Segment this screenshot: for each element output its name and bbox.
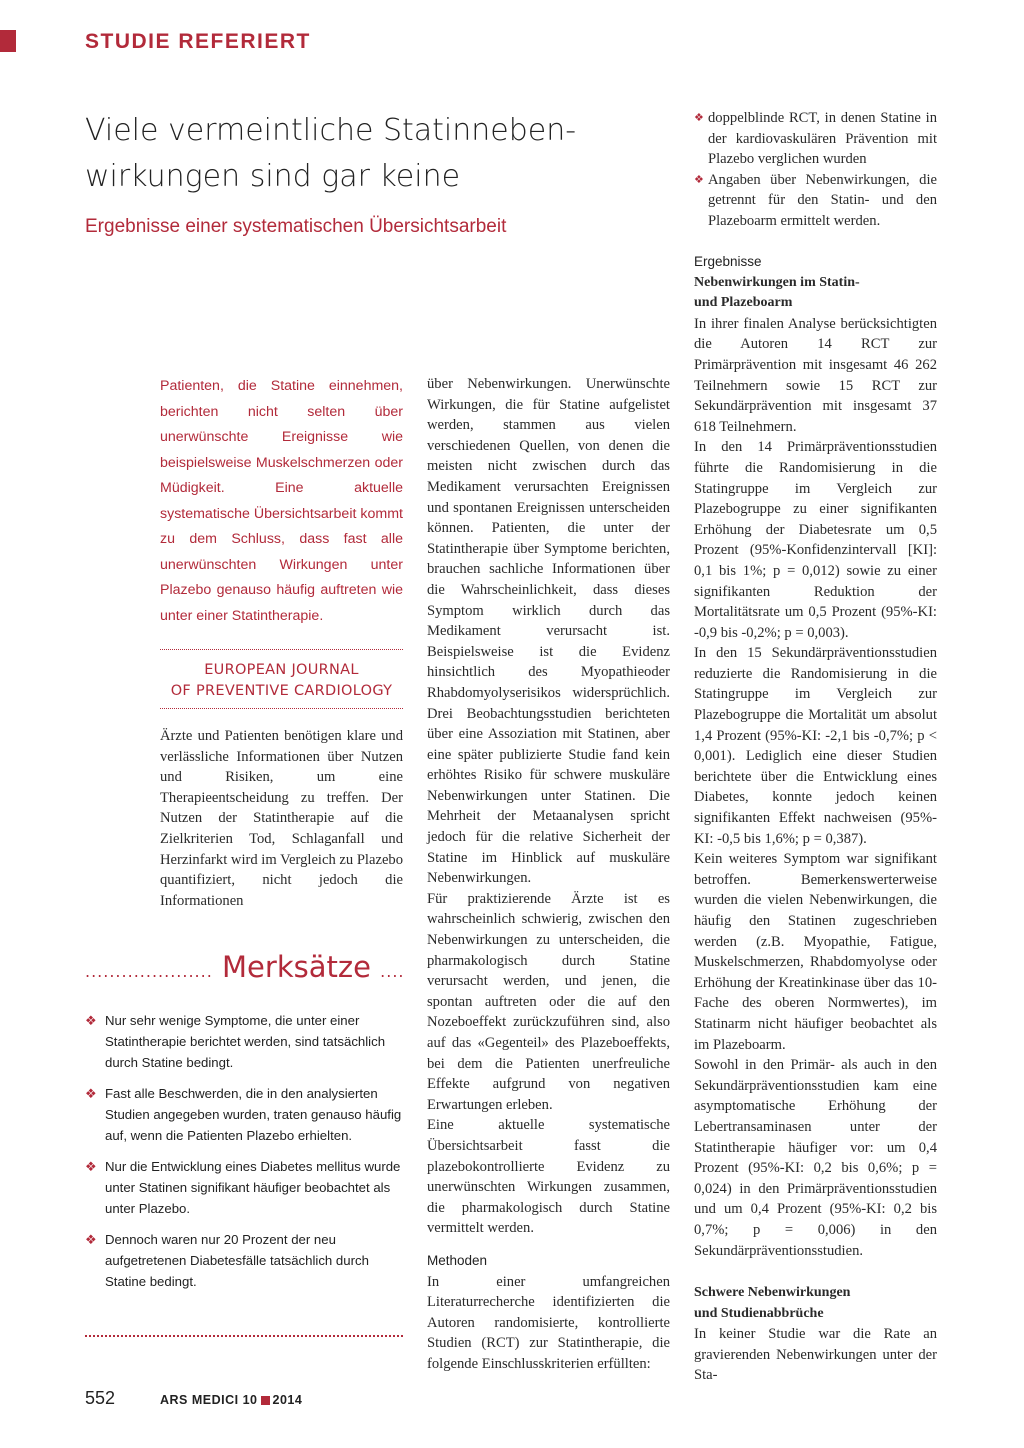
section-label: STUDIE REFERIERT: [85, 30, 311, 53]
key-point-text: Nur die Entwicklung eines Diabetes mellitus wurde unter Statinen signifikant häufiger beobachtet als unter Plazebo.: [105, 1159, 401, 1216]
subheading-line: Nebenwirkungen im Statin-: [694, 274, 860, 290]
subheading-line: und Studienabbrüche: [694, 1305, 824, 1321]
subheading-line: und Plazeboarm: [694, 295, 793, 311]
key-point: [85, 1010, 403, 1073]
diamond-bullet-icon: ❖: [85, 1159, 97, 1174]
diamond-bullet-icon: ❖: [694, 112, 704, 124]
body-paragraph: Für praktizierende Ärzte ist es wahrscheinlich schwierig, zwischen den Nebenwirkungen zu unterscheiden, die pharmakologisch durch Statine verursacht werden, und jenen, die spontan auftreten oder die auf den Nozeboeffekt zurückzuführen sind, also auf das «Gegenteil» des Plazeboeffekts, bei dem die Patienten unerfreuliche Effekte aufgrund von negativen Erwartungen erleben.: [427, 890, 670, 1113]
diamond-bullet-icon: ❖: [85, 1086, 97, 1101]
criterion-item: [694, 108, 937, 170]
key-point: [85, 1156, 403, 1219]
key-point-text: Fast alle Beschwerden, die in den analysierten Studien angegeben wurden, traten genauso häufig auf, wenn die Patienten Plazebo erhielten.: [105, 1086, 402, 1143]
body-paragraph: Eine aktuelle systematische Übersichtsarbeit fasst die plazebokontrollierte Evidenz zu unerwünschten Wirkungen zusammen, die pharmakologisch durch Statine vermittelt werden.: [427, 1117, 670, 1237]
section-marker: [0, 30, 16, 52]
footer-square-icon: [261, 1396, 270, 1405]
dots-right: ....: [380, 962, 405, 981]
page-number: 552: [85, 1388, 116, 1408]
body-paragraph: Kein weiteres Symptom war signifikant betroffen. Bemerkenswerterweise wurden die vielen Nebenwirkungen, die häufig den Statinen zugeschrieben werden (z.B. Myopathie, Fatigue, Muskelschmerzen, Rhabdomyolyse oder Erhöhung der Kreatinkinase über das 10-Fache des oberen Normwertes), im Statinarm nicht häufiger beobachtet als im Plazeboarm.: [694, 851, 937, 1053]
subheading-line: Schwere Nebenwirkungen: [694, 1285, 851, 1301]
title-line-1: Viele vermeintliche Statinneben-: [85, 113, 577, 148]
diamond-bullet-icon: ❖: [694, 173, 704, 186]
body-paragraph: In ihrer finalen Analyse berücksichtigten die Autoren 14 RCT zur Primärprävention mit insgesamt 46 262 Teilnehmern sowie 15 RCT zur Sekundärprävention mit insgesamt 37 618 Teilnehmern.: [694, 315, 937, 435]
body-paragraph: In den 14 Primärpräventionsstudien führte die Randomisierung in die Statingruppe im Vergleich zur Plazebogruppe zu einer signifikanten Erhöhung der Diabetesrate um 0,5 Prozent (95%-Konfidenzintervall [KI]: 0,1 bis 1%; p = 0,012) sowie zu einer signifikanten Reduktion der Mortalitätsrate um 0,5 Prozent (95%-KI: -0,9 bis -0,2%; p = 0,003).: [694, 439, 937, 641]
divider: [160, 649, 403, 650]
body-paragraph: Ärzte und Patienten benötigen klare und verlässliche Informationen über Nutzen und Risiken, um eine Therapieentscheidung zu treffen. Der Nutzen der Statintherapie auf die Zielkriterien Tod, Schlaganfall und Herzinfarkt wird im Vergleich zu Plazebo quantifiziert, nicht jedoch die Informationen: [160, 728, 404, 909]
key-points-list: [85, 1010, 403, 1302]
source-journal: [160, 660, 403, 702]
key-point-text: Dennoch waren nur 20 Prozent der neu aufgetretenen Diabetesfälle tatsächlich durch Statine bedingt.: [105, 1232, 369, 1289]
body-paragraph: In einer umfangreichen Literaturrecherche identifizierten die Autoren randomisierte, kontrollierte Studien (RCT) zur Statintherapie, die folgende Einschlusskriterien erfüllten:: [427, 1273, 670, 1372]
article-column-2: [427, 374, 670, 1375]
dots-left: .....................: [85, 962, 213, 981]
body-paragraph: Sowohl in den Primär- als auch in den Sekundärpräventionsstudien kam eine asymptomatische Erhöhung der Lebertransaminasen unter der Statintherapie häufiger vor: um 0,4 Prozent (95%-KI: 0,2 bis 0,6%; p = 0,024) in den Primärpräventionsstudien und um 0,4 Prozent (95%-KI: 0,2 bis 0,7%; p = 0,006) in den Sekundärpräventionsstudien.: [694, 1057, 937, 1259]
key-point-text: Nur sehr wenige Symptome, die unter einer Statintherapie berichtet werden, sind tatsächlich durch Statine bedingt.: [105, 1013, 386, 1070]
footer-journal: [160, 1393, 302, 1407]
body-paragraph: über Nebenwirkungen. Unerwünschte Wirkungen, die für Statine aufgelistet werden, stammen aus vielen verschiedenen Quellen, von denen die meisten nicht zwischen durch das Medikament verursachten Ereignissen und spontanen Ereignissen unterscheiden können. Patienten, die unter der Statintherapie über Symptome berichten, brauchen sachliche Informationen über die Wahrscheinlichkeit, dass dieses Symptom wirklich durch das Medikament verursacht ist. Beispielsweise ist die Evidenz hinsichtlich des Myopathieoder Rhabdomyolyserisikos widersprüchlich. Drei Beobachtungsstudien berichteten über eine Assoziation mit Statinen, aber eine später publizierte Studie fand kein erhöhtes Risiko für schwere muskuläre Nebenwirkungen unter Statinen. Die Mehrheit der Metaanalysen spricht jedoch für die relative Sicherheit der Statine im Hinblick auf muskuläre Nebenwirkungen.: [427, 376, 670, 887]
diamond-bullet-icon: ❖: [85, 1232, 97, 1247]
title-line-2: wirkungen sind gar keine: [85, 159, 461, 194]
article-column-3: [694, 252, 937, 1386]
key-point: [85, 1083, 403, 1146]
subheading: [694, 1283, 937, 1324]
divider: [160, 708, 403, 709]
key-point: [85, 1229, 403, 1292]
journal-line-2: OF PREVENTIVE CARDIOLOGY: [170, 683, 393, 699]
footer-journal-name: ARS MEDICI 10: [160, 1393, 258, 1407]
criterion-item: [694, 170, 937, 232]
article-subtitle: Ergebnisse einer systematischen Übersichtsarbeit: [85, 216, 507, 237]
diamond-bullet-icon: ❖: [85, 1013, 97, 1028]
results-heading: Ergebnisse: [694, 254, 762, 269]
body-paragraph: In den 15 Sekundärpräventionsstudien reduzierte die Randomisierung in die Statingruppe im Vergleich zur Plazebogruppe die Mortalität um absolut 1,4 Prozent (95%-KI: -2,1 bis -0,7%; p < 0,001). Lediglich eine dieser Studien berichtete über die Entwicklung eines Diabetes, konnte jedoch keinen signifikanten Effekt nachweisen (95%-KI: -0,5 bis 1,6%; p = 0,387).: [694, 645, 937, 847]
subheading: [694, 273, 937, 314]
key-points-title: Merksätze: [222, 950, 371, 984]
article-lead: Patienten, die Statine einnehmen, berichten nicht selten über unerwünschte Ereignisse wie beispielsweise Muskelschmerzen oder Müdigkeit. Eine aktuelle systematische Übersichtsarbeit kommt zu dem Schluss, dass fast alle unerwünschten Wirkungen unter Plazebo genauso häufig auftreten wie unter einer Statintherapie.: [160, 378, 403, 624]
divider: [85, 1335, 403, 1337]
criterion-text: doppelblinde RCT, in denen Statine in der kardiovaskulären Prävention mit Plazebo verglichen wurden: [708, 110, 937, 168]
inclusion-criteria-list: [694, 108, 937, 232]
body-paragraph: In keiner Studie war die Rate an gravierenden Nebenwirkungen unter der Sta-: [694, 1326, 937, 1384]
journal-line-1: EUROPEAN JOURNAL: [204, 662, 359, 678]
criterion-text: Angaben über Nebenwirkungen, die getrennt für den Statin- und den Plazeboarm ermittelt werden.: [708, 171, 937, 229]
footer-year: 2014: [272, 1393, 303, 1407]
key-points-heading: [85, 950, 405, 984]
article-title: [85, 108, 625, 200]
methods-heading: Methoden: [427, 1252, 488, 1268]
